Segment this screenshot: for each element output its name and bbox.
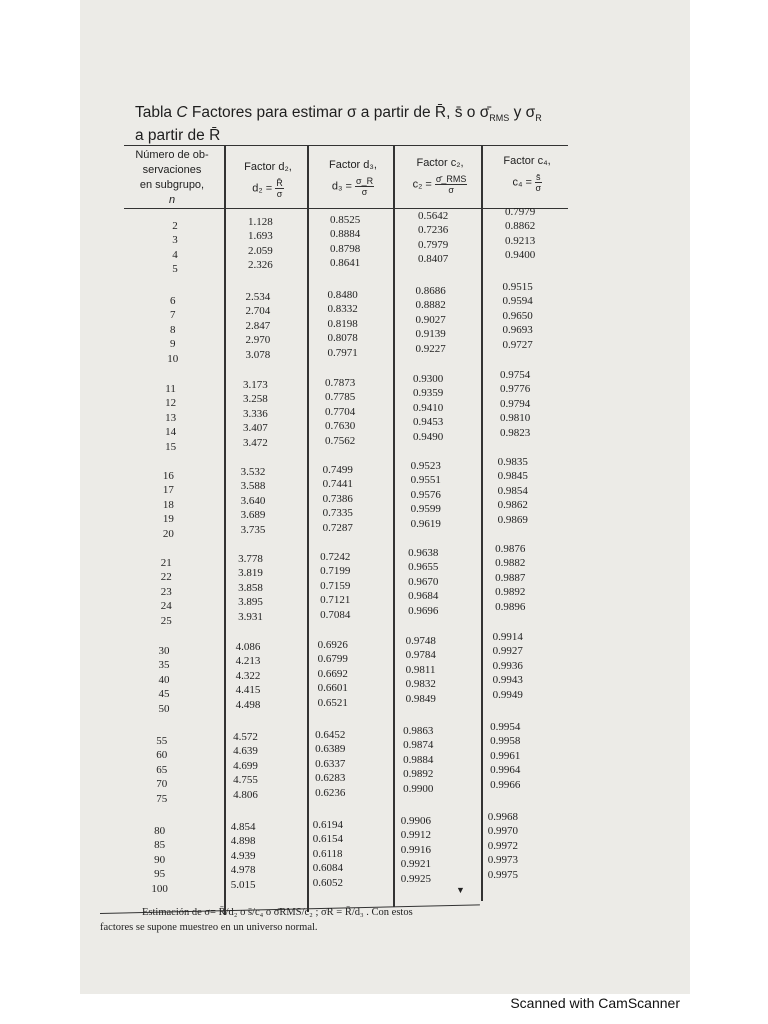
cell-c2: 0.9599	[410, 503, 441, 516]
cell-d2: 4.978	[230, 864, 256, 877]
cell-c4: 0.9887	[495, 571, 526, 584]
cell-c4: 0.9869	[497, 513, 528, 526]
cell-d3: 0.7785	[325, 391, 356, 404]
cell-c4: 0.9914	[492, 631, 523, 643]
cell-c2: 0.9849	[405, 692, 436, 705]
cell-c2: 0.9619	[410, 517, 441, 530]
cell-d2: 3.735	[240, 523, 266, 536]
cell-d2: 3.258	[243, 393, 268, 406]
cell-c4: 0.9949	[492, 688, 523, 701]
cell-d3: 0.6926	[317, 639, 348, 651]
cell-c2: 0.9874	[403, 739, 434, 752]
cell-c2: 0.9551	[410, 474, 441, 487]
column-divider-3	[393, 145, 395, 907]
cell-d3: 0.8332	[327, 303, 358, 316]
cell-c2: 0.8882	[415, 299, 446, 312]
cell-n: 3	[172, 234, 178, 247]
cell-c2: 0.9696	[408, 604, 439, 617]
cell-d2: 4.639	[233, 745, 258, 758]
cell-d3: 0.6692	[317, 667, 348, 680]
cell-c4: 0.9954	[490, 721, 521, 733]
cell-d2: 5.015	[230, 878, 256, 891]
cell-d3: 0.8884	[330, 228, 361, 241]
header-rule	[124, 208, 568, 209]
cell-c2: 0.9921	[400, 858, 431, 871]
cell-n: 16	[162, 470, 174, 482]
cell-d3: 0.6601	[317, 682, 348, 695]
cell-n: 65	[156, 763, 168, 776]
cell-c4: 0.9972	[487, 839, 518, 852]
cell-c4: 0.9810	[500, 412, 531, 425]
cell-d2: 3.078	[245, 348, 271, 361]
cell-d2: 2.326	[248, 259, 273, 272]
cell-d2: 4.854	[230, 821, 256, 833]
cell-d2: 3.407	[243, 422, 268, 435]
cell-n: 13	[165, 411, 177, 424]
cell-n: 95	[154, 868, 166, 881]
cell-n: 7	[170, 309, 176, 322]
cell-n: 30	[158, 645, 170, 657]
cell-n: 18	[162, 498, 174, 511]
cell-c4: 0.7979	[505, 206, 536, 218]
cell-c2: 0.7236	[418, 224, 449, 237]
cell-d2: 2.704	[245, 305, 271, 318]
cell-c2: 0.9139	[415, 328, 446, 341]
cell-d3: 0.8525	[330, 214, 361, 226]
cell-c2: 0.5642	[418, 210, 449, 222]
cell-n: 90	[154, 853, 166, 866]
cell-d2: 1.693	[248, 230, 273, 243]
cell-d2: 3.819	[238, 567, 263, 580]
cell-c2: 0.9638	[408, 547, 439, 559]
cell-d2: 4.322	[235, 669, 261, 682]
cell-c4: 0.9594	[502, 295, 533, 308]
cell-d3: 0.7335	[322, 507, 353, 520]
cell-d2: 4.806	[233, 788, 258, 801]
cell-c4: 0.9970	[487, 825, 518, 838]
cell-c4: 0.9845	[497, 470, 528, 483]
cell-n: 8	[170, 323, 176, 336]
cell-c2: 0.7979	[418, 238, 449, 251]
arrow-icon: ▼	[456, 885, 465, 895]
cell-n: 21	[160, 557, 172, 569]
cell-n: 6	[170, 295, 176, 307]
cell-d3: 0.8798	[330, 242, 361, 255]
cell-n: 45	[158, 688, 170, 701]
cell-d2: 3.472	[243, 436, 268, 449]
footer-line-2: factores se supone muestreo en un universo normal.	[100, 922, 318, 933]
cell-c4: 0.9823	[500, 426, 531, 439]
cell-c4: 0.9964	[490, 764, 521, 777]
cell-n: 85	[154, 839, 166, 852]
cell-c2: 0.9359	[413, 387, 444, 400]
cell-d3: 0.7287	[322, 521, 353, 534]
cell-d2: 2.847	[245, 319, 271, 332]
cell-c4: 0.9958	[490, 735, 521, 748]
cell-c2: 0.9832	[405, 678, 436, 691]
cell-d3: 0.7242	[320, 551, 351, 563]
cell-d3: 0.8078	[327, 332, 358, 345]
cell-c2: 0.9906	[400, 815, 431, 827]
cell-n: 80	[154, 825, 166, 837]
cell-c2: 0.9884	[403, 753, 434, 766]
cell-c2: 0.9916	[400, 843, 431, 856]
cell-c2: 0.9684	[408, 590, 439, 603]
cell-d2: 3.931	[238, 610, 263, 623]
header-c2: Factor c₂, c₂ = σ̄_RMS σ	[412, 157, 467, 195]
cell-n: 50	[158, 702, 170, 715]
cell-c4: 0.9693	[502, 324, 533, 337]
cell-c4: 0.9400	[505, 249, 536, 262]
cell-c2: 0.9655	[408, 561, 439, 574]
cell-c2: 0.9863	[403, 725, 434, 737]
cell-d2: 4.939	[230, 849, 256, 862]
top-rule	[124, 145, 568, 146]
cell-d2: 4.213	[235, 655, 261, 668]
cell-n: 19	[162, 513, 174, 526]
cell-d3: 0.6452	[315, 729, 346, 741]
cell-n: 55	[156, 735, 168, 747]
cell-c2: 0.9811	[405, 663, 436, 676]
cell-c4: 0.9727	[502, 338, 533, 351]
cell-c2: 0.9300	[413, 373, 444, 385]
cell-c4: 0.9961	[490, 749, 521, 762]
cell-d3: 0.6118	[312, 847, 343, 860]
cell-d3: 0.7386	[322, 492, 353, 505]
cell-c4: 0.9776	[500, 383, 531, 396]
cell-d3: 0.7562	[325, 434, 356, 447]
cell-c2: 0.9892	[403, 768, 434, 781]
cell-c4: 0.9975	[487, 868, 518, 881]
cell-n: 2	[172, 220, 178, 232]
cell-c4: 0.9968	[487, 811, 518, 823]
header-n: Número de ob- servaciones en subgrupo, n	[135, 149, 209, 206]
cell-d3: 0.8480	[327, 289, 358, 301]
column-divider-1	[224, 145, 226, 915]
header-d3: Factor d₃, d₃ = $\frac{\sigma\_R}{\sigma}$	[329, 159, 377, 197]
cell-n: 15	[165, 440, 177, 453]
cell-d3: 0.7499	[322, 464, 353, 476]
table-title	[135, 104, 605, 145]
cell-c4: 0.9854	[497, 484, 528, 497]
cell-c4: 0.9835	[497, 456, 528, 468]
cell-d3: 0.6236	[315, 786, 346, 799]
cell-c4: 0.9515	[502, 281, 533, 293]
cell-c4: 0.9966	[490, 778, 521, 791]
cell-n: 24	[160, 600, 172, 613]
cell-c2: 0.9912	[400, 829, 431, 842]
cell-d2: 3.689	[240, 509, 266, 522]
cell-d2: 3.336	[243, 407, 268, 420]
cell-n: 75	[156, 792, 168, 805]
cell-d2: 4.898	[230, 835, 256, 848]
cell-c2: 0.9410	[413, 401, 444, 414]
cell-c4: 0.9794	[500, 397, 531, 410]
scanner-watermark: Scanned with CamScanner	[510, 995, 680, 1011]
cell-d3: 0.6194	[312, 819, 343, 831]
cell-d2: 4.415	[235, 684, 261, 697]
title-line-1: Tabla C Factores para estimar σ a partir de R̄, s̄ o $\sigmā_{RMS}$ y $\sigma_R$	[135, 104, 542, 124]
cell-c2: 0.9670	[408, 575, 439, 588]
cell-c4: 0.9876	[495, 543, 526, 555]
cell-c2: 0.9227	[415, 342, 446, 355]
cell-d2: 3.778	[238, 553, 263, 565]
cell-c2: 0.9490	[413, 430, 444, 443]
column-divider-2	[307, 145, 309, 912]
cell-c2: 0.9027	[415, 313, 446, 326]
cell-d3: 0.7971	[327, 346, 358, 359]
cell-n: 40	[158, 673, 170, 686]
cell-d3: 0.8198	[327, 317, 358, 330]
cell-c4: 0.9936	[492, 659, 523, 672]
footer-line-1: Estimación de σ= R̄/d₂ o s̄/c₄ o σ̄RMS/c₂ ; σR = R̄/d₃ . Con estos	[142, 907, 413, 918]
cell-c4: 0.9862	[497, 499, 528, 512]
cell-d2: 3.640	[240, 494, 266, 507]
cell-c2: 0.9523	[410, 460, 441, 472]
cell-d3: 0.7441	[322, 478, 353, 491]
footer-note	[100, 905, 560, 935]
cell-d3: 0.8641	[330, 257, 361, 270]
cell-d3: 0.7704	[325, 405, 356, 418]
cell-d2: 2.059	[248, 244, 273, 257]
cell-d3: 0.6389	[315, 743, 346, 756]
cell-d3: 0.7873	[325, 377, 356, 389]
cell-d3: 0.7159	[320, 579, 351, 592]
cell-d2: 4.086	[235, 641, 261, 653]
cell-c4: 0.9927	[492, 645, 523, 658]
cell-n: 5	[172, 263, 178, 276]
cell-n: 22	[160, 571, 172, 584]
cell-n: 12	[165, 397, 177, 410]
cell-d2: 4.498	[235, 698, 261, 711]
cell-d3: 0.7121	[320, 594, 351, 607]
cell-n: 25	[160, 614, 172, 627]
cell-d3: 0.7084	[320, 608, 351, 621]
cell-n: 70	[156, 778, 168, 791]
cell-n: 4	[172, 248, 178, 261]
cell-d2: 2.534	[245, 291, 271, 303]
cell-c4: 0.9892	[495, 586, 526, 599]
cell-n: 20	[162, 527, 174, 540]
cell-d2: 3.532	[240, 466, 266, 478]
cell-c4: 0.8862	[505, 220, 536, 233]
column-divider-4	[481, 145, 483, 901]
cell-c2: 0.8686	[415, 285, 446, 297]
cell-c4: 0.9943	[492, 674, 523, 687]
cell-c4: 0.9213	[505, 234, 536, 247]
cell-d2: 1.128	[248, 216, 273, 228]
cell-d3: 0.6799	[317, 653, 348, 666]
cell-n: 14	[165, 426, 177, 439]
cell-c4: 0.9650	[502, 309, 533, 322]
cell-d2: 3.588	[240, 480, 266, 493]
cell-d2: 4.755	[233, 774, 258, 787]
cell-n: 100	[151, 882, 168, 895]
cell-n: 60	[156, 749, 168, 762]
cell-n: 35	[158, 659, 170, 672]
cell-d3: 0.6337	[315, 757, 346, 770]
cell-c4: 0.9973	[487, 854, 518, 867]
cell-d2: 4.572	[233, 731, 258, 743]
cell-d2: 3.173	[243, 379, 268, 391]
cell-n: 23	[160, 585, 172, 598]
cell-n: 11	[165, 383, 176, 395]
cell-c4: 0.9754	[500, 369, 531, 381]
cell-d2: 4.699	[233, 759, 258, 772]
cell-c2: 0.9900	[403, 782, 434, 795]
cell-n: 10	[167, 352, 179, 365]
cell-d3: 0.6283	[315, 772, 346, 785]
cell-c4: 0.9896	[495, 600, 526, 613]
cell-n: 9	[170, 338, 176, 351]
cell-d2: 3.858	[238, 581, 263, 594]
cell-d3: 0.6084	[312, 862, 343, 875]
title-line-2: a partir de R̄	[135, 127, 221, 145]
cell-c2: 0.9925	[400, 872, 431, 885]
cell-n: 17	[162, 484, 174, 497]
cell-d2: 3.895	[238, 596, 263, 609]
cell-c4: 0.9882	[495, 557, 526, 570]
cell-c2: 0.9453	[413, 416, 444, 429]
header-d2: Factor d₂, d₂ = $\frac{R̄}{\sigma}$	[244, 161, 292, 199]
cell-d3: 0.7199	[320, 565, 351, 578]
header-c4: Factor c₄, c₄ = $\frac{s̄}{\sigma}$	[503, 155, 551, 193]
cell-c2: 0.9748	[405, 635, 436, 647]
cell-c2: 0.8407	[418, 253, 449, 266]
cell-d3: 0.6154	[312, 833, 343, 846]
cell-d3: 0.6052	[312, 876, 343, 889]
cell-c2: 0.9576	[410, 488, 441, 501]
cell-d3: 0.6521	[317, 696, 348, 709]
cell-d3: 0.7630	[325, 420, 356, 433]
cell-c2: 0.9784	[405, 649, 436, 662]
cell-d2: 2.970	[245, 334, 271, 347]
